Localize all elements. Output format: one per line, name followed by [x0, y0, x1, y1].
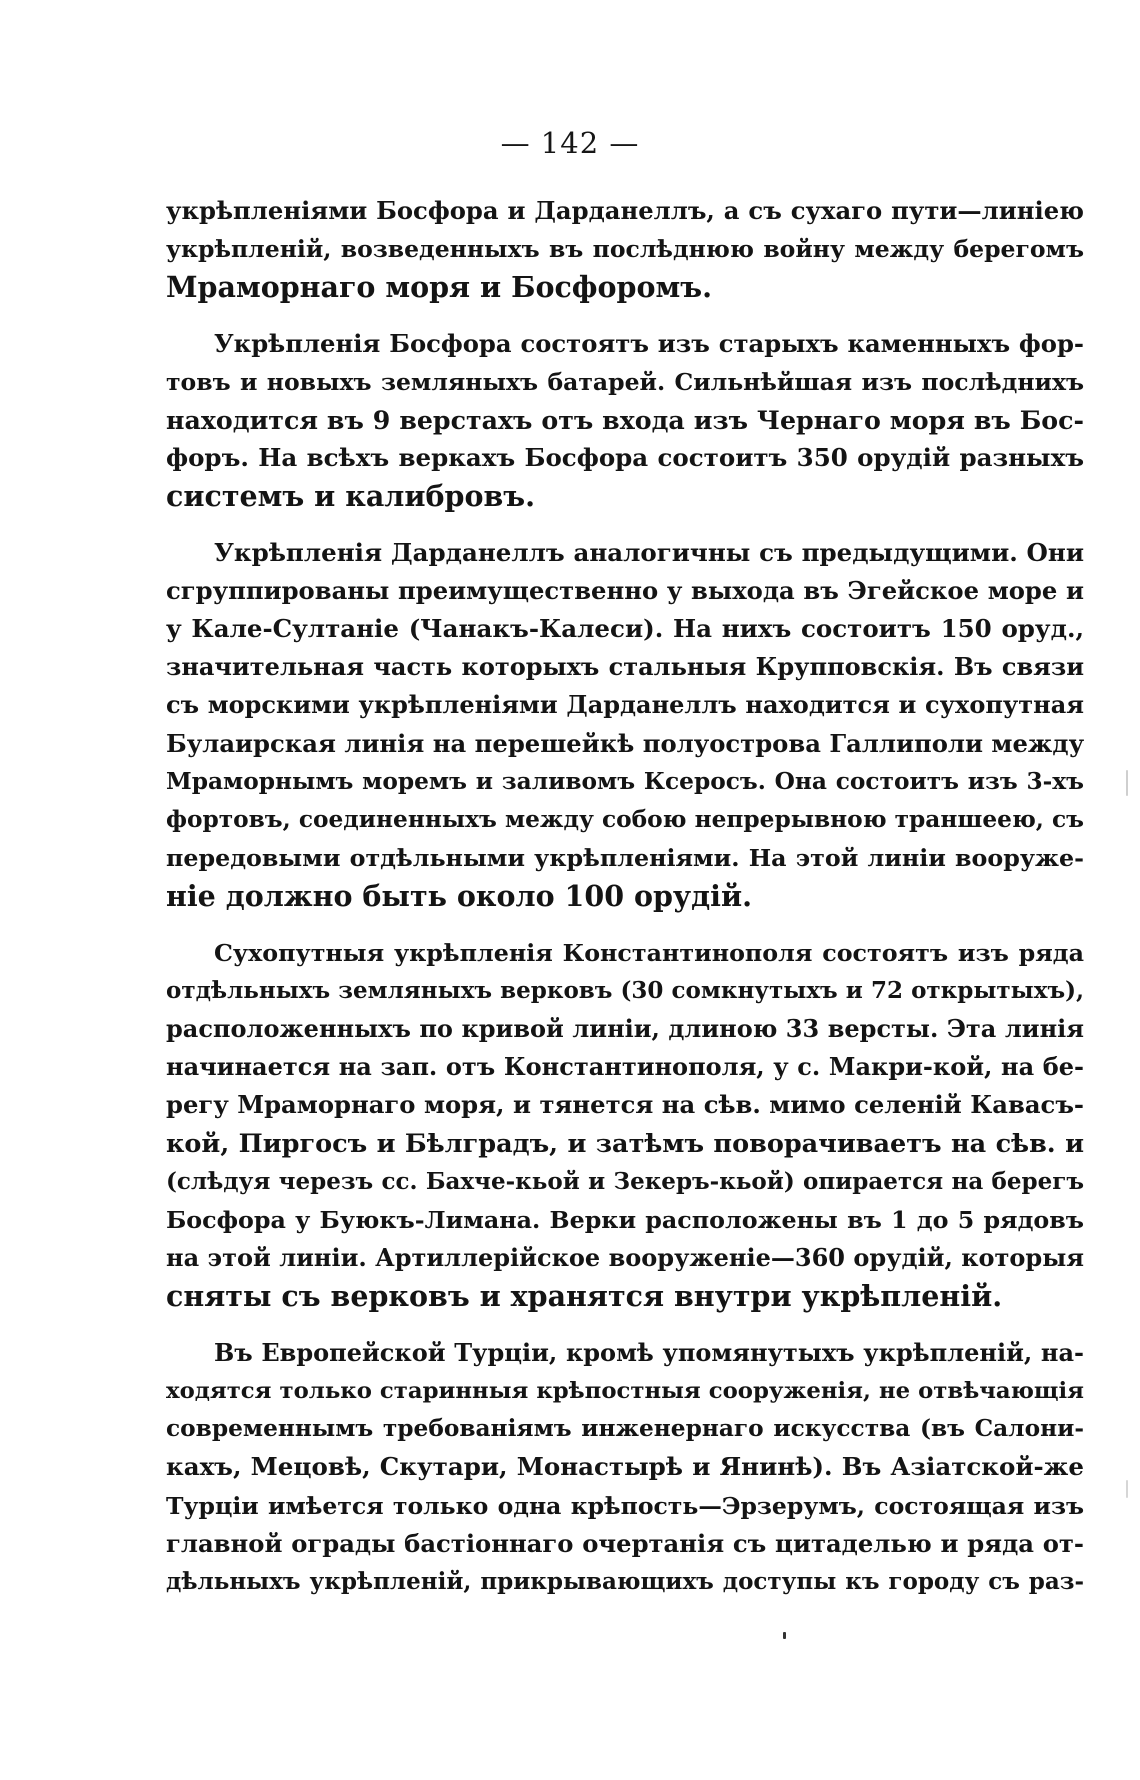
- text-line: дѣльныхъ укрѣпленій, прикрывающихъ доступы къ городу съ раз-: [166, 1567, 1084, 1595]
- text-line: находится въ 9 верстахъ отъ входа изъ Чернаго моря въ Бос-: [166, 405, 1084, 436]
- text-line: расположенныхъ по кривой линіи, длиною 33 версты. Эта линія: [166, 1014, 1084, 1044]
- body-text: [166, 192, 1084, 1619]
- paragraph-2: [166, 325, 1084, 516]
- text-line: значительная часть которыхъ стальныя Крупповскія. Въ связи: [166, 652, 1084, 682]
- text-line: Укрѣпленія Босфора состоятъ изъ старыхъ каменныхъ фор-: [214, 328, 1084, 358]
- text-line: укрѣпленіями Босфора и Дарданеллъ, а съ сухаго пути—линіею: [166, 196, 1084, 225]
- text-line: ходятся только старинныя крѣпостныя сооруженія, не отвѣчающія: [166, 1377, 1084, 1404]
- text-line: фортовъ, соединенныхъ между собою непрерывною траншеею, съ: [166, 806, 1084, 834]
- text-line: съ морскими укрѣпленіями Дарданеллъ находится и сухопутная: [166, 690, 1084, 720]
- text-line: кахъ, Мецовѣ, Скутари, Монастырѣ и Янинѣ). Въ Азіатской-же: [166, 1452, 1084, 1482]
- text-line: современнымъ требованіямъ инженернаго искусства (въ Салони-: [166, 1415, 1084, 1443]
- scan-speck: [1126, 770, 1128, 796]
- text-line: Мраморнаго моря и Босфоромъ.: [166, 270, 712, 305]
- text-line: Сухопутныя укрѣпленія Константинополя состоятъ изъ ряда: [214, 938, 1084, 967]
- paragraph-1: [166, 192, 1084, 307]
- text-line: форъ. На всѣхъ веркахъ Босфора состоитъ 350 орудій разныхъ: [166, 443, 1084, 473]
- text-line: Въ Европейской Турціи, кромѣ упомянутыхъ укрѣпленій, на-: [214, 1337, 1084, 1367]
- text-line: Булаирская линія на перешейкѣ полуострова Галлиполи между: [166, 728, 1085, 758]
- paragraph-4: [166, 934, 1084, 1316]
- text-line: на этой линіи. Артиллерійское вооруженіе—360 орудій, которыя: [166, 1243, 1084, 1273]
- scan-speck: [783, 1632, 786, 1639]
- text-line: (слѣдуя черезъ сс. Бахче-кьой и Зекеръ-кьой) опирается на берегъ: [166, 1167, 1084, 1195]
- text-line: главной ограды бастіоннаго очертанія съ цитаделью и ряда от-: [166, 1528, 1084, 1558]
- text-line: Босфора у Буюкъ-Лимана. Верки расположены въ 1 до 5 рядовъ: [166, 1206, 1084, 1235]
- text-line: регу Мраморнаго моря, и тянется на сѣв. мимо селеній Кавасъ-: [166, 1090, 1084, 1120]
- text-line: системъ и калибровъ.: [166, 479, 536, 514]
- text-line: кой, Пиргосъ и Бѣлградъ, и затѣмъ поворачиваетъ на сѣв. и: [166, 1128, 1084, 1159]
- text-line: товъ и новыхъ земляныхъ батарей. Сильнѣйшая изъ послѣднихъ: [166, 367, 1084, 396]
- text-line: сгруппированы преимущественно у выхода въ Эгейское море и: [166, 575, 1084, 605]
- text-line: Мраморнымъ моремъ и заливомъ Ксеросъ. Она состоитъ изъ 3-хъ: [166, 767, 1084, 795]
- page-number: — 142 —: [500, 126, 640, 160]
- text-line: отдѣльныхъ земляныхъ верковъ (30 сомкнутыхъ и 72 открытыхъ),: [166, 976, 1084, 1004]
- text-line: ніе должно быть около 100 орудій.: [166, 879, 753, 914]
- scan-speck: [1126, 1480, 1128, 1498]
- text-line: у Кале-Султаніе (Чанакъ-Калеси). На нихъ состоитъ 150 оруд.,: [166, 614, 1084, 644]
- paragraph-5: [166, 1334, 1084, 1601]
- text-line: передовыми отдѣльными укрѣпленіями. На этой линіи вооруже-: [166, 844, 1084, 873]
- text-line: сняты съ верковъ и хранятся внутри укрѣпленій.: [166, 1279, 1003, 1314]
- text-line: Укрѣпленія Дарданеллъ аналогичны съ предыдущими. Они: [214, 537, 1084, 567]
- text-line: начинается на зап. отъ Константинополя, у с. Макри-кой, на бе-: [166, 1052, 1084, 1082]
- text-line: Турціи имѣется только одна крѣпость—Эрзерумъ, состоящая изъ: [166, 1491, 1084, 1520]
- paragraph-3: [166, 534, 1084, 916]
- text-line: укрѣпленій, возведенныхъ въ послѣднюю войну между берегомъ: [166, 235, 1084, 264]
